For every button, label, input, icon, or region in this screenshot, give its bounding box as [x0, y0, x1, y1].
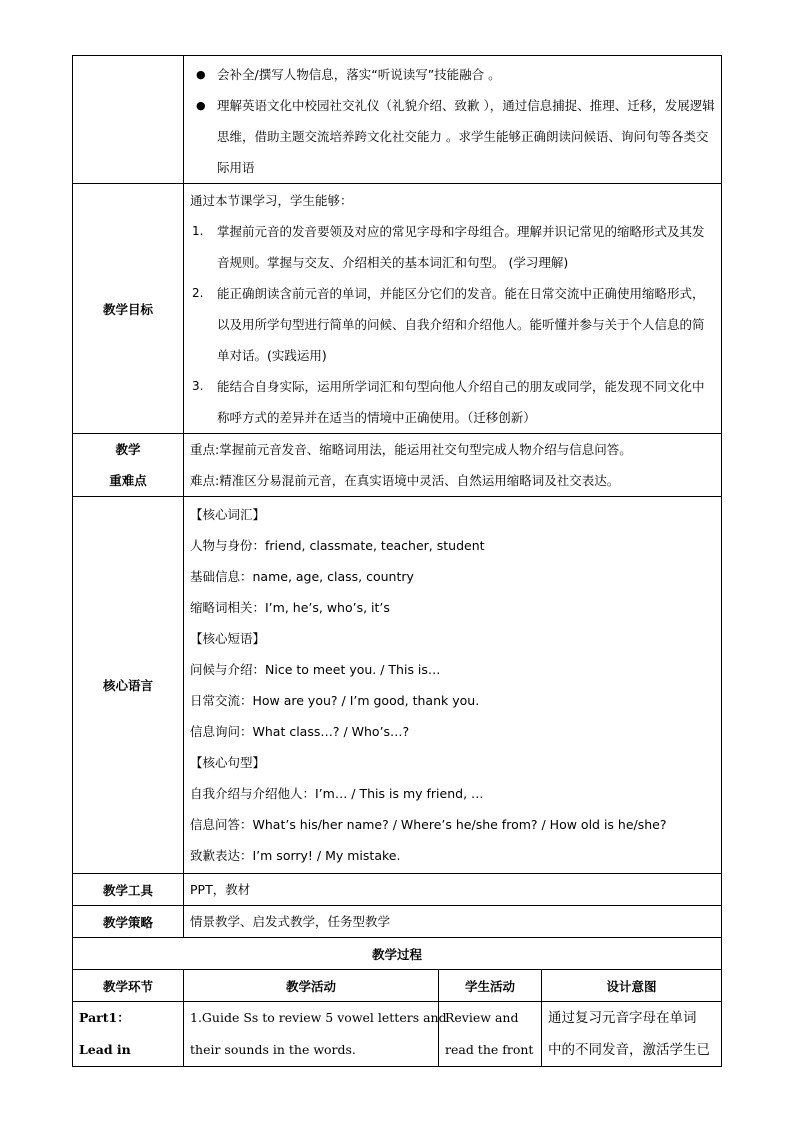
- student-line2: read the front: [445, 1042, 534, 1057]
- top-continuation-row: [73, 56, 722, 184]
- objectives-intro: 通过本节课学习，学生能够：: [190, 193, 353, 208]
- strategy-label: 教学策略: [73, 906, 184, 938]
- stage-line1: Part1：: [79, 1010, 130, 1025]
- core-line: 基础信息：name, age, class, country: [190, 569, 414, 584]
- top-label-cell: [73, 56, 184, 184]
- intent-line2: 中的不同发音，激活学生已: [548, 1042, 710, 1058]
- process-header-row: [73, 970, 722, 1002]
- core-line: 致歉表达：I’m sorry! / My mistake.: [190, 848, 401, 863]
- lesson-plan-page: [72, 55, 721, 1067]
- objectives-row: [73, 184, 722, 434]
- core-heading: 【核心句型】: [190, 755, 266, 770]
- header-stage: 教学环节: [73, 970, 184, 1002]
- stage-line2: Lead in: [79, 1042, 131, 1057]
- bullet-item: [190, 59, 715, 90]
- core-heading: 【核心短语】: [190, 631, 266, 646]
- bullet-dot-icon: ●: [196, 99, 206, 112]
- bullet-text: 会补全/撰写人物信息，落实“听说读写”技能融合 。: [217, 67, 501, 82]
- process-row: [73, 1002, 722, 1067]
- difficulty-label: [73, 434, 184, 497]
- objective-number: 3.: [192, 379, 204, 393]
- intent-cell: [542, 1002, 722, 1067]
- bullet-item: [190, 90, 715, 183]
- tools-value: PPT，教材: [184, 874, 722, 906]
- difficulty-label-line1: 教学: [115, 442, 141, 457]
- top-content-cell: [184, 56, 722, 184]
- bullet-text: 理解英语文化中校园社交礼仪（礼貌介绍、致歉 ），通过信息捕捉、推理、迁移，发展逻辑思维，借助主题交流培养跨文化社交能力 。求学生能够正确朗读问候语、询问句等各类交际用语: [217, 98, 715, 175]
- header-student: 学生活动: [439, 970, 542, 1002]
- activity-cell: [184, 1002, 447, 1067]
- core-line: 缩略词相关：I’m, he’s, who’s, it’s: [190, 600, 390, 615]
- bullet-dot-icon: ●: [196, 68, 206, 81]
- difficulty-content: [184, 434, 722, 497]
- objective-item: [190, 216, 715, 278]
- objective-text: 掌握前元音的发音要领及对应的常见字母和字母组合。理解并识记常见的缩略形式及其发音规则。掌握与交友、介绍相关的基本词汇和句型。 (学习理解): [217, 224, 705, 270]
- core-line: 自我介绍与介绍他人：I’m… / This is my friend, …: [190, 786, 484, 801]
- process-title: 教学过程: [73, 938, 722, 970]
- difficulty-row: [73, 434, 722, 497]
- objective-text: 能正确朗读含前元音的单词，并能区分它们的发音。能在日常交流中正确使用缩略形式，以及用所学句型进行简单的问候、自我介绍和介绍他人。能听懂并参与关于个人信息的简单对话。(实践运用): [217, 286, 705, 363]
- core-heading: 【核心词汇】: [190, 507, 266, 522]
- objective-number: 2.: [192, 286, 204, 300]
- core-line: 人物与身份：friend, classmate, teacher, student: [190, 538, 485, 553]
- strategy-value: 情景教学、启发式教学，任务型教学: [184, 906, 722, 938]
- core-language-content: [184, 497, 722, 874]
- core-line: 信息问答：What’s his/her name? / Where’s he/she from? / How old is he/she?: [190, 817, 667, 832]
- hard-point: 难点:精准区分易混前元音，在真实语境中灵活、自然运用缩略词及社交表达。: [190, 473, 620, 488]
- core-line: 日常交流：How are you? / I’m good, thank you.: [190, 693, 480, 708]
- stage-cell: [73, 1002, 184, 1067]
- objectives-label: 教学目标: [73, 184, 184, 434]
- header-intent: 设计意图: [542, 970, 722, 1002]
- process-title-row: [73, 938, 722, 970]
- header-activity: 教学活动: [184, 970, 439, 1002]
- strategy-row: [73, 906, 722, 938]
- core-line: 信息询问：What class…? / Who’s…?: [190, 724, 410, 739]
- objective-text: 能结合自身实际，运用所学词汇和句型向他人介绍自己的朋友或同学，能发现不同文化中称呼方式的差异并在适当的情境中正确使用。（迁移创新）: [217, 379, 705, 425]
- objective-number: 1.: [192, 224, 204, 238]
- core-line: 问候与介绍：Nice to meet you. / This is…: [190, 662, 441, 677]
- difficulty-label-line2: 重难点: [109, 473, 147, 488]
- student-line1: Review and: [445, 1010, 519, 1025]
- core-language-row: [73, 497, 722, 874]
- student-cell: [439, 1002, 542, 1067]
- tools-label: 教学工具: [73, 874, 184, 906]
- lesson-plan-table: [72, 55, 722, 1067]
- objectives-content: [184, 184, 722, 434]
- intent-line1: 通过复习元音字母在单词: [548, 1010, 697, 1026]
- activity-line2: their sounds in the words.: [190, 1042, 356, 1057]
- objective-item: [190, 371, 715, 433]
- key-point: 重点:掌握前元音发音、缩略词用法，能运用社交句型完成人物介绍与信息问答。: [190, 442, 632, 457]
- tools-row: [73, 874, 722, 906]
- activity-line1: 1.Guide Ss to review 5 vowel letters and: [190, 1010, 447, 1025]
- objective-item: [190, 278, 715, 371]
- core-language-label: 核心语言: [73, 497, 184, 874]
